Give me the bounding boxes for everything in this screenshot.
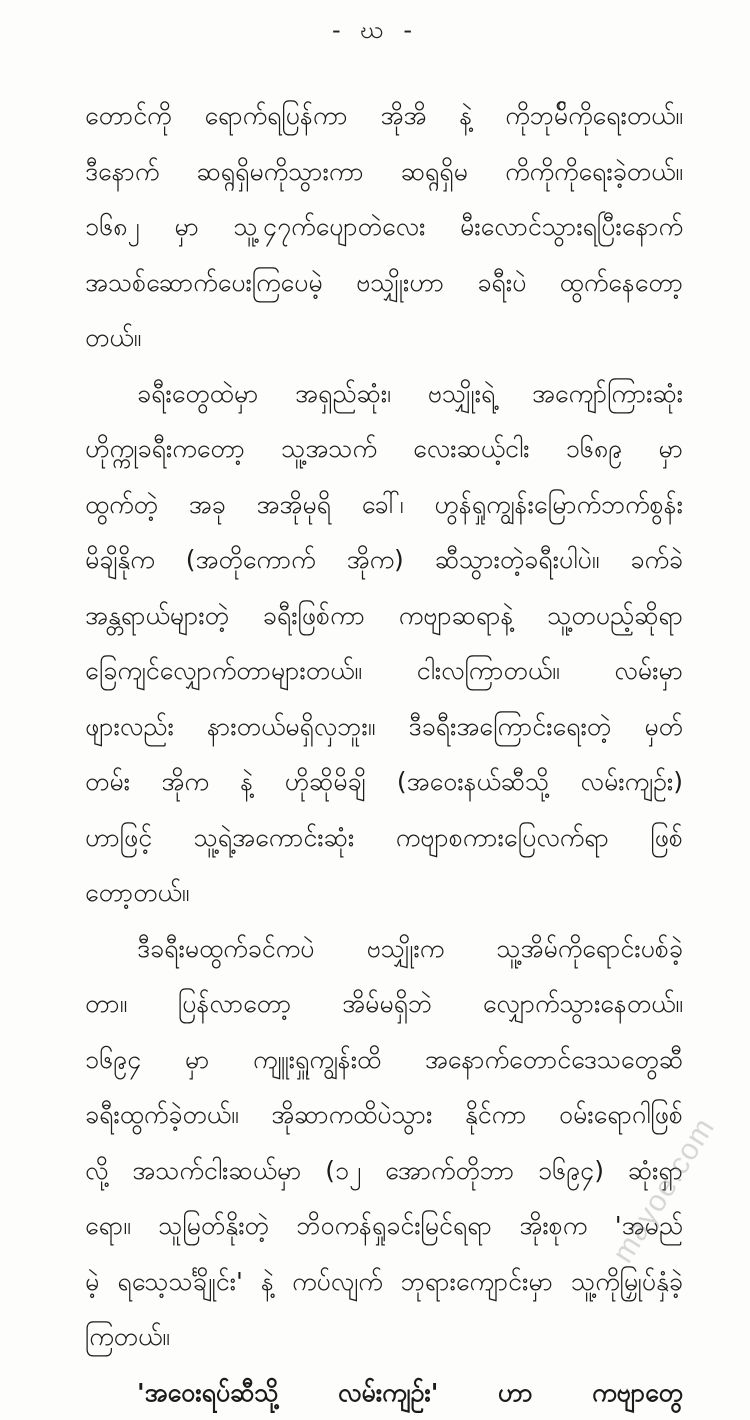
text-line: ဒီနောက် ဆရ္ဂရှိမကိုသွားကာ ဆရ္ဂရှိမ ကိကိုကိုရေးခဲ့တယ်။ — [85, 144, 683, 200]
text-line: မဲ့ ရသေ့သင်္ချိုင်း' နဲ့ ကပ်လျက် ဘုရားကျောင်းမှာ သူ့ကိုမြှုပ်နှံခဲ့ — [85, 1254, 683, 1310]
text-line: ခရီးတွေထဲမှာ အရှည်ဆုံး၊ ဗသျှိုးရဲ့ အကျော်ကြားဆုံး — [85, 366, 683, 422]
text-line: မိချိနိုက (အတိုကောက် အိုက) ဆီသွားတဲ့ခရီးပါပဲ။ ခက်ခဲ — [85, 532, 683, 588]
text-line: ရော။ သူမြတ်နိုးတဲ့ ဘိဝကန်ရှုခင်းမြင်ရရာ အိုးစုက 'အမည် — [85, 1198, 683, 1254]
text-line: ၁၆၉၄ မှာ ကျူးရှူကျွန်းထိ အနောက်တောင်ဒေသတွေဆီ — [85, 1032, 683, 1088]
watermark: mayoe.com — [606, 1112, 722, 1269]
text-line: ဖျားလည်း နားတယ်မရှိလှဘူး။ ဒီခရီးအကြောင်းရေးတဲ့ မှတ် — [85, 699, 683, 755]
text-line: ဟိုက္ကုခရီးကတော့ သူ့အသက် လေးဆယ့်ငါး ၁၆၈၉ မှာ — [85, 421, 683, 477]
text-line: တယ်။ — [85, 310, 683, 366]
text-line: တောင်ကို ရောက်ရပြန်ကာ အိုအိ နဲ့ ကိုဘုမ်ိကိုရေးတယ်။ — [85, 88, 683, 144]
text-line: ခြေကျင်လျှောက်တာများတယ်။ ငါးလကြာတယ်။ လမ်းမှာ — [85, 643, 683, 699]
text-line: လို့ အသက်ငါးဆယ်မှာ (၁၂ အောက်တိုဘာ ၁၆၉၄) ဆုံးရှာ — [85, 1143, 683, 1199]
text-line: ကြတယ်။ — [85, 1309, 683, 1365]
page-number: - ဃ - — [0, 14, 750, 50]
text-line: ထွက်တဲ့ အခု အအိုမုရိ ခေါ်၊ ဟွန်ရှုကျွန်းမြောက်ဘက်စွန်း — [85, 477, 683, 533]
text-line: အသစ်ဆောက်ပေးကြပေမဲ့ ဗသျှိုးဟာ ခရီးပဲ ထွက်နေတော့ — [85, 255, 683, 311]
text-line: အန္တရာယ်များတဲ့ ခရီးဖြစ်ကာ ကဗျာဆရာနဲ့ သူ့တပည့်ဆိုရာ — [85, 588, 683, 644]
text-line: တမ်း အိုက နဲ့ ဟိုဆိုမိချိ (အဝေးနယ်ဆီသို့ လမ်းကျဉ်း) — [85, 754, 683, 810]
text-line: တာ။ ပြန်လာတော့ အိမ်မရှိဘဲ လျှောက်သွားနေတယ်။ — [85, 976, 683, 1032]
body-text — [85, 88, 683, 1420]
text-line: တော့တယ်။ — [85, 865, 683, 921]
text-line: ဒီခရီးမထွက်ခင်ကပဲ ဗသျှိုးက သူ့အိမ်ကိုရောင်းပစ်ခဲ့ — [85, 921, 683, 977]
text-line: ခရီးထွက်ခဲ့တယ်။ အိုဆာကထိပဲသွား နိုင်ကာ ဝမ်းရောဂါဖြစ် — [85, 1087, 683, 1143]
text-line: ၁၆၈၂ မှာ သူ့၄၇က်ပျောတဲလေး မီးလောင်သွားရပြီးနောက် — [85, 199, 683, 255]
text-line: ဟာဖြင့် သူ့ရဲ့အကောင်းဆုံး ကဗျာစကားပြေလက်ရာ ဖြစ် — [85, 810, 683, 866]
text-line: 'အဝေးရပ်ဆီသို့ လမ်းကျဉ်း' ဟာ ကဗျာတွေ — [85, 1365, 683, 1420]
